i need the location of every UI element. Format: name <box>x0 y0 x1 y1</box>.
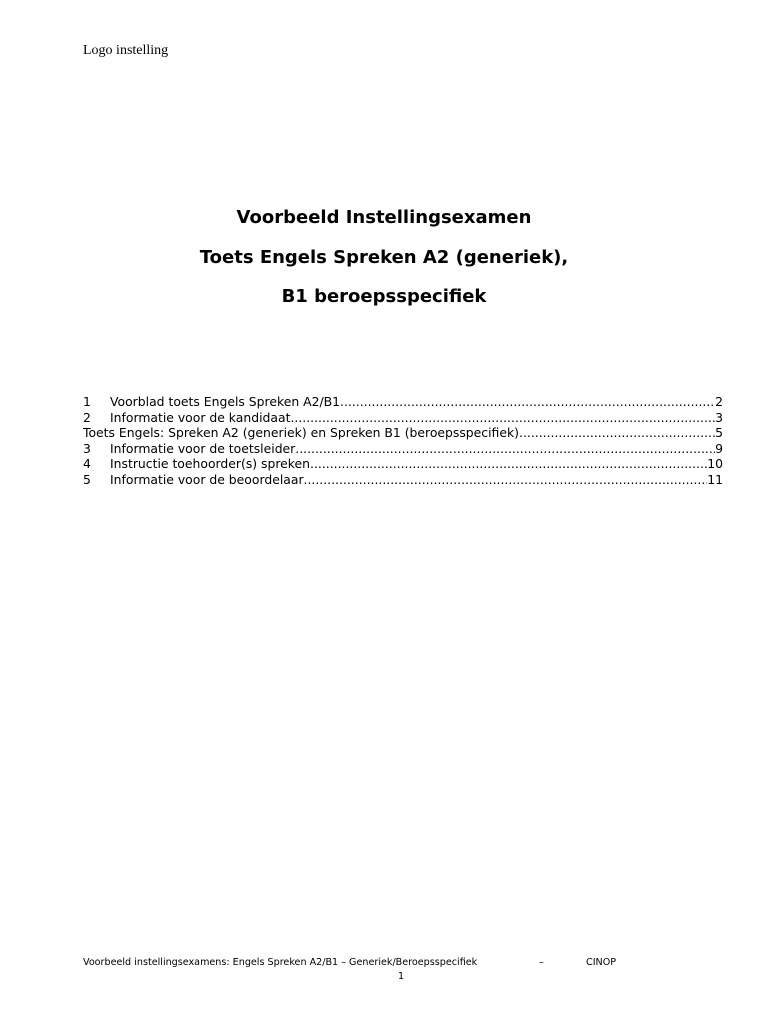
toc-entry-number: 4 <box>83 456 91 472</box>
toc-entry-page: 11 <box>707 471 723 487</box>
toc-entry-title: Instructie toehoorder(s) spreken <box>110 456 311 472</box>
logo-placeholder-text: Logo instelling <box>83 43 169 58</box>
table-of-contents <box>83 394 723 488</box>
document-title-line-2: Toets Engels Spreken A2 (generiek), <box>199 247 569 268</box>
toc-entry[interactable] <box>83 456 723 472</box>
toc-leader-dots <box>340 394 715 410</box>
toc-entry[interactable] <box>83 425 723 441</box>
footer-separator: – <box>539 957 544 968</box>
toc-leader-dots <box>310 456 707 472</box>
toc-entry-title: Toets Engels: Spreken A2 (generiek) en Spreken B1 (beroepsspecifiek) <box>83 425 519 441</box>
toc-entry-page: 5 <box>715 425 723 441</box>
document-title-line-3: B1 beroepsspecifiek <box>281 286 487 307</box>
toc-entry-page: 3 <box>715 409 723 425</box>
toc-entry-page: 10 <box>707 456 723 472</box>
toc-entry-page: 9 <box>715 440 723 456</box>
toc-entry-number: 5 <box>83 471 91 487</box>
document-title-line-1: Voorbeeld Instellingsexamen <box>236 207 532 228</box>
toc-entry-title: Informatie voor de kandidaat <box>110 409 291 425</box>
toc-entry-page: 2 <box>715 394 723 409</box>
page-number: 1 <box>398 971 405 982</box>
toc-leader-dots <box>290 410 715 426</box>
toc-leader-dots <box>304 472 708 488</box>
toc-entry[interactable] <box>83 410 723 426</box>
toc-entry-title: Voorblad toets Engels Spreken A2/B1 <box>110 394 341 409</box>
toc-entry-number: 1 <box>83 394 91 409</box>
footer-organization: CINOP <box>586 957 617 968</box>
footer-document-title: Voorbeeld instellingsexamens: Engels Spreken A2/B1 – Generiek/Beroepsspecifiek <box>83 957 478 968</box>
toc-entry-title: Informatie voor de beoordelaar <box>110 471 304 487</box>
toc-leader-dots <box>295 441 715 457</box>
page-footer <box>83 957 617 968</box>
toc-entry[interactable] <box>83 394 723 410</box>
toc-leader-dots <box>519 425 715 441</box>
toc-entry[interactable] <box>83 472 723 488</box>
toc-entry-title: Informatie voor de toetsleider <box>110 440 296 456</box>
toc-entry-number: 2 <box>83 409 91 425</box>
toc-entry[interactable] <box>83 441 723 457</box>
toc-entry-number: 3 <box>83 440 91 456</box>
